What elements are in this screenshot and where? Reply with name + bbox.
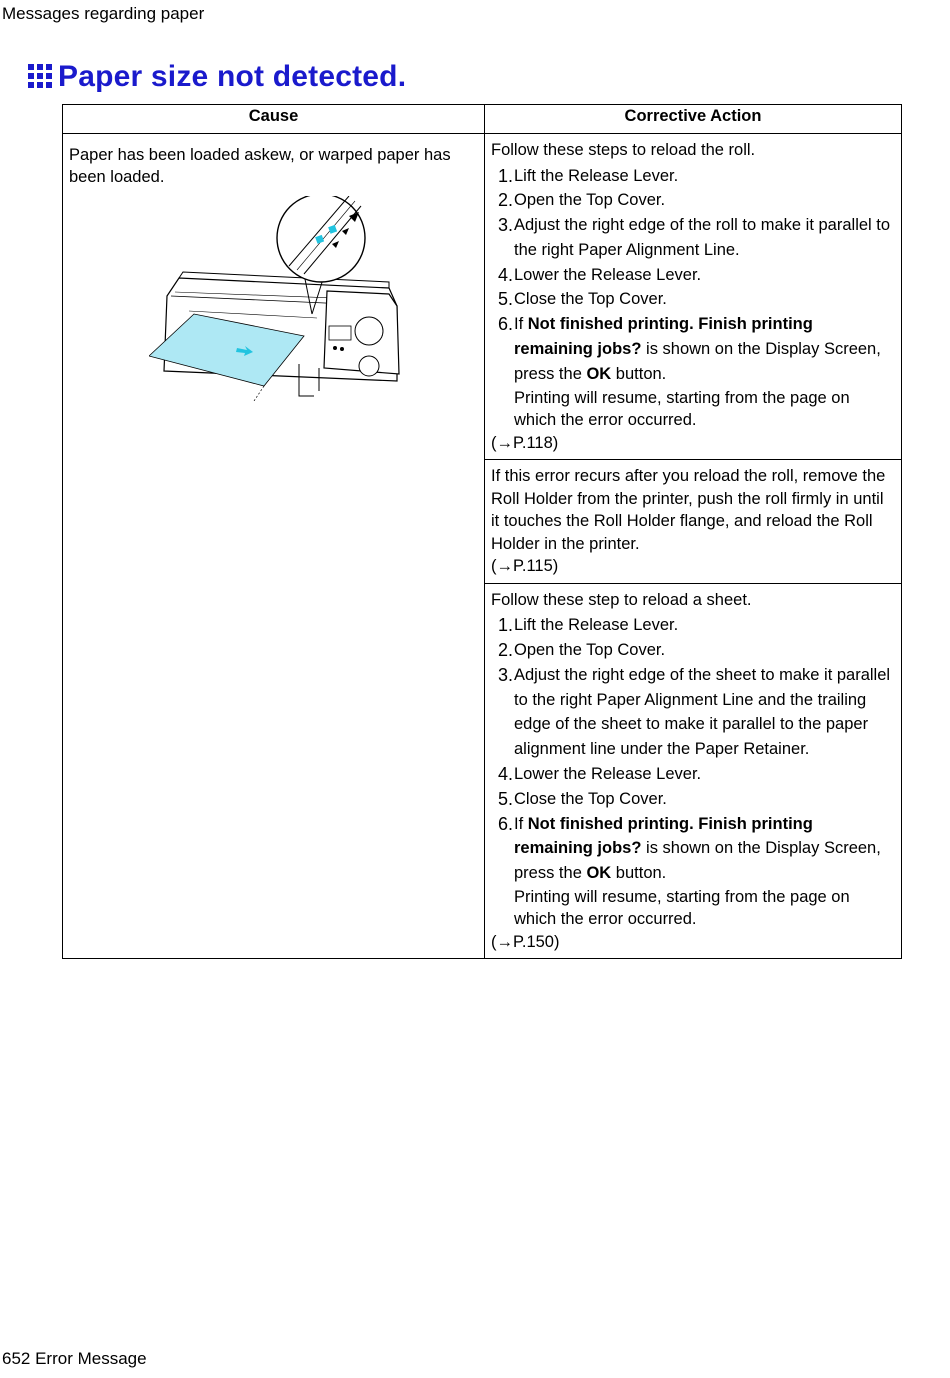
page-reference-link[interactable]: (→P.118) (491, 433, 559, 452)
action-header: Corrective Action (485, 105, 902, 134)
cause-text: Paper has been loaded askew, or warped paper has been loaded. (69, 146, 451, 186)
list-item: 2. Open the Top Cover. (497, 639, 666, 660)
section-title-row (28, 60, 406, 94)
list-item: 2. Open the Top Cover. (497, 190, 666, 211)
page-title: Paper size not detected. (58, 60, 407, 93)
cause-cell (63, 134, 485, 959)
list-item: 3. Adjust the right edge of the roll to make it parallel to the right Paper Alignment Line. (497, 215, 891, 259)
step-note: Printing will resume, starting from the page on which the error occurred. (514, 388, 850, 430)
action-cell-roll (485, 134, 902, 460)
action-cell-sheet (485, 583, 902, 959)
list-item: 1. Lift the Release Lever. (497, 165, 679, 186)
list-item: 6. If Not finished printing. Finish printing remaining jobs? is shown on the Display Screen, press the OK button. Printing will resume, starting from the page on which the error occurred. (491, 812, 895, 931)
page-reference-link[interactable]: (→P.150) (491, 932, 560, 951)
running-head: Messages regarding paper (2, 4, 205, 23)
action-intro: Follow these step to reload a sheet. (491, 590, 752, 609)
grid-icon (28, 64, 54, 90)
printer-illustration (149, 196, 409, 401)
error-table (62, 104, 902, 959)
list-item: 1. Lift the Release Lever. (497, 615, 679, 636)
list-item: 5. Close the Top Cover. (497, 788, 667, 809)
page-reference-link[interactable]: (→P.115) (491, 557, 559, 576)
table-row (63, 134, 902, 460)
list-item: 6. If Not finished printing. Finish printing remaining jobs? is shown on the Display Screen, press the OK button. Printing will resume, starting from the page on which the error occurred. (491, 312, 895, 431)
list-item: 5. Close the Top Cover. (497, 289, 667, 310)
sheet-steps-list (491, 613, 895, 931)
action-cell-roll-holder (485, 460, 902, 584)
table-header-row (63, 105, 902, 134)
roll-steps-list (491, 164, 895, 432)
list-item: 3. Adjust the right edge of the sheet to make it parallel to the right Paper Alignment Line and the trailing edge of the sheet to make it parallel to the paper alignment line under the Paper Retainer. (497, 664, 891, 759)
action-intro: If this error recurs after you reload the roll, remove the Roll Holder from the printer, push the roll firmly in until it touches the Roll Holder flange, and reload the Roll Holder in the printer. (491, 467, 886, 553)
list-item: 4. Lower the Release Lever. (497, 264, 702, 285)
page-footer: 652 Error Message (2, 1349, 147, 1368)
list-item: 4. Lower the Release Lever. (497, 763, 702, 784)
action-intro: Follow these steps to reload the roll. (491, 141, 756, 159)
cause-header: Cause (63, 105, 485, 134)
step-note: Printing will resume, starting from the page on which the error occurred. (514, 887, 850, 929)
